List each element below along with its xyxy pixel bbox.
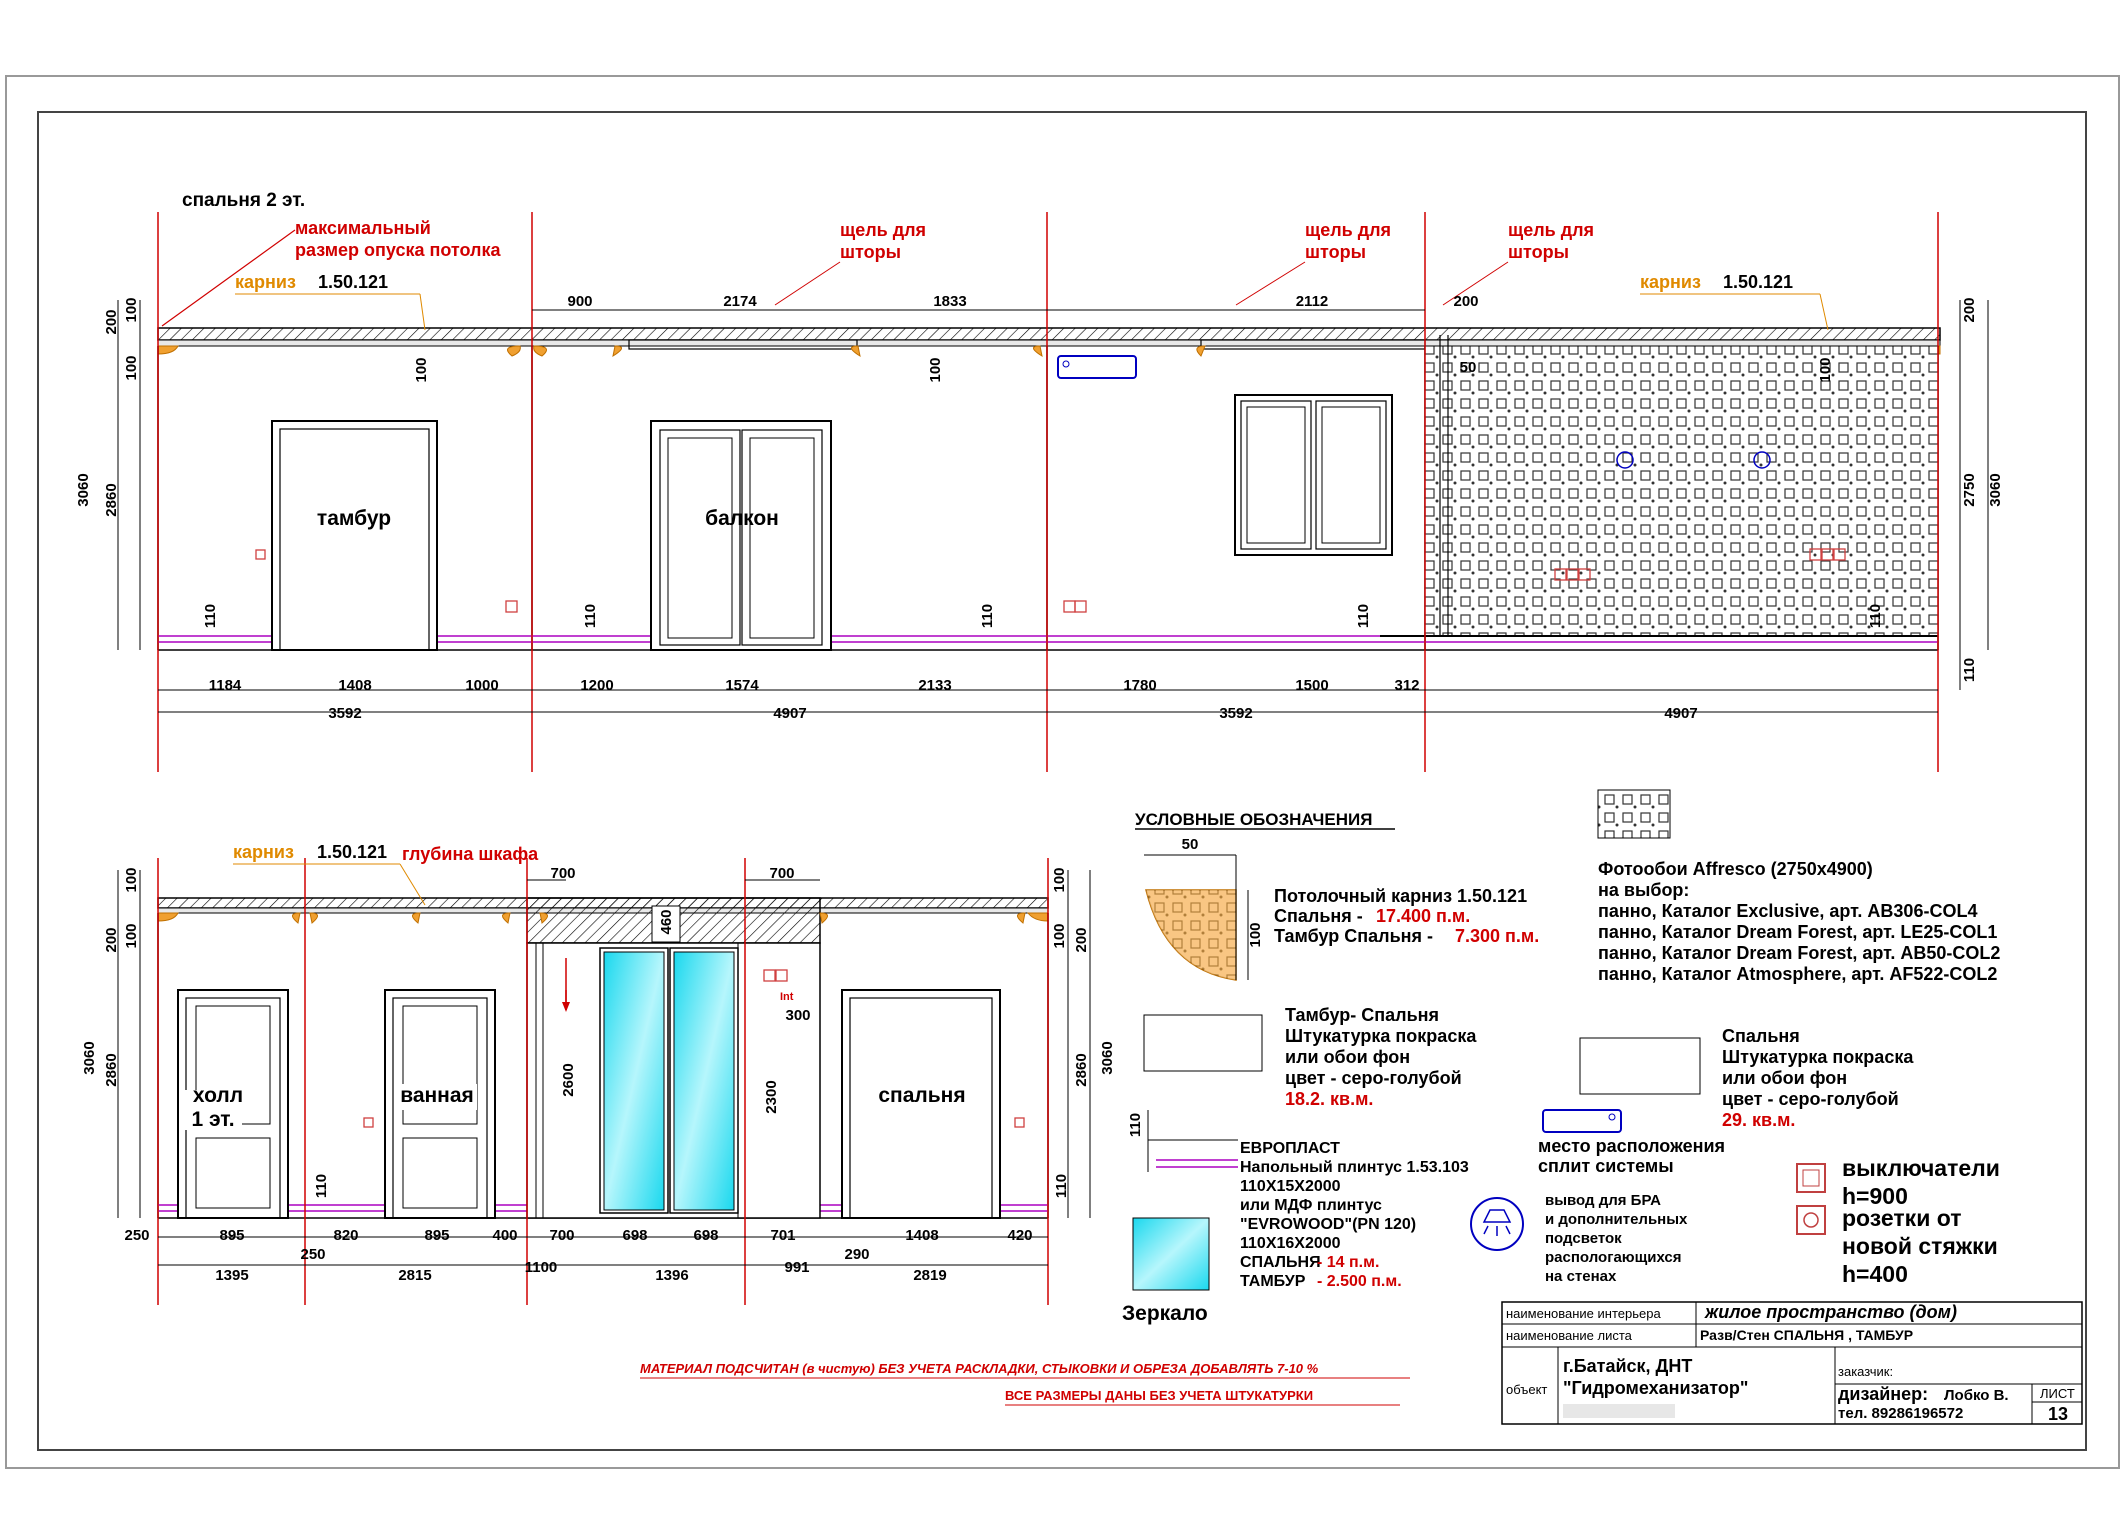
tambur-swatch	[1144, 1015, 1262, 1071]
svg-text:4907: 4907	[1664, 705, 1698, 722]
svg-text:100: 100	[123, 297, 140, 323]
svg-text:3060: 3060	[81, 1041, 98, 1075]
svg-text:3060: 3060	[1099, 1041, 1116, 1075]
svg-text:или обои фон: или обои фон	[1722, 1068, 1848, 1088]
svg-text:ТАМБУР: ТАМБУР	[1240, 1273, 1306, 1290]
svg-text:- 14 п.м.: - 14 п.м.	[1317, 1254, 1380, 1271]
svg-text:"EVROWOOD"(PN 120): "EVROWOOD"(PN 120)	[1240, 1216, 1417, 1233]
svg-text:- 2.500 п.м.: - 2.500 п.м.	[1317, 1273, 1402, 1290]
svg-text:991: 991	[784, 1259, 810, 1276]
svg-text:2133: 2133	[918, 677, 952, 694]
svg-text:1833: 1833	[933, 293, 967, 310]
svg-text:СПАЛЬНЯ: СПАЛЬНЯ	[1240, 1254, 1321, 1271]
svg-text:895: 895	[424, 1227, 450, 1244]
svg-text:новой стяжки: новой стяжки	[1842, 1233, 1998, 1259]
svg-text:щель для: щель для	[1305, 220, 1392, 240]
svg-text:1500: 1500	[1295, 677, 1329, 694]
svg-text:1184: 1184	[208, 677, 242, 694]
svg-text:1000: 1000	[465, 677, 499, 694]
legend	[1122, 790, 2000, 1325]
label-hall-floor: 1 эт.	[191, 1108, 235, 1131]
svg-text:110: 110	[979, 603, 996, 629]
svg-text:панно, Каталог Atmosphere, арт: панно, Каталог Atmosphere, арт. AF522-COL2	[1598, 964, 1998, 984]
svg-text:ЛИСТ: ЛИСТ	[2040, 1386, 2075, 1401]
svg-text:110: 110	[1355, 603, 1372, 629]
svg-text:карниз: карниз	[235, 272, 296, 292]
svg-text:110: 110	[582, 603, 599, 629]
svg-text:110: 110	[313, 1173, 330, 1199]
svg-text:698: 698	[622, 1227, 648, 1244]
svg-text:щель для: щель для	[840, 220, 927, 240]
svg-text:Спальня -: Спальня -	[1274, 906, 1363, 926]
svg-text:29. кв.м.: 29. кв.м.	[1722, 1110, 1796, 1130]
svg-text:Потолочный карниз 1.50.121: Потолочный карниз 1.50.121	[1274, 886, 1528, 906]
callouts-top	[162, 218, 1828, 330]
svg-text:100: 100	[413, 357, 430, 383]
svg-text:Тамбур- Спальня: Тамбур- Спальня	[1285, 1005, 1440, 1025]
svg-text:Разв/Стен СПАЛЬНЯ , ТАМБУР: Разв/Стен СПАЛЬНЯ , ТАМБУР	[1700, 1327, 1914, 1343]
svg-text:250: 250	[124, 1227, 150, 1244]
svg-text:7.300 п.м.: 7.300 п.м.	[1455, 926, 1540, 946]
inner-frame	[38, 112, 2086, 1450]
svg-text:1408: 1408	[905, 1227, 939, 1244]
svg-text:h=900: h=900	[1842, 1183, 1908, 1209]
svg-text:300: 300	[785, 1007, 811, 1024]
svg-text:900: 900	[567, 293, 593, 310]
svg-text:250: 250	[300, 1246, 326, 1263]
svg-text:заказчик:: заказчик:	[1838, 1364, 1894, 1379]
svg-text:Int: Int	[780, 991, 794, 1003]
window	[1235, 395, 1392, 555]
svg-text:сплит системы: сплит системы	[1538, 1156, 1674, 1176]
svg-text:110: 110	[1127, 1112, 1144, 1138]
svg-text:100: 100	[927, 357, 944, 383]
svg-text:895: 895	[219, 1227, 245, 1244]
svg-text:110Х15Х2000: 110Х15Х2000	[1240, 1178, 1341, 1195]
svg-text:100: 100	[1247, 922, 1264, 948]
svg-text:Лобко В.: Лобко В.	[1944, 1387, 2009, 1404]
label-tambur: тамбур	[316, 507, 392, 530]
socket-icon	[1797, 1206, 1825, 1234]
svg-text:и дополнительных: и дополнительных	[1545, 1211, 1688, 1228]
svg-text:подсветок: подсветок	[1545, 1230, 1622, 1247]
door-tambur	[272, 421, 437, 650]
svg-text:2600: 2600	[560, 1063, 577, 1097]
svg-text:Зеркало: Зеркало	[1122, 1302, 1208, 1325]
mirror-swatch	[1133, 1218, 1209, 1290]
split-swatch	[1543, 1110, 1621, 1132]
svg-text:Спальня: Спальня	[1722, 1026, 1800, 1046]
svg-text:1100: 1100	[524, 1259, 558, 1276]
svg-text:100: 100	[123, 355, 140, 381]
svg-text:"Гидромеханизатор": "Гидромеханизатор"	[1563, 1378, 1749, 1398]
svg-text:1.50.121: 1.50.121	[1723, 272, 1794, 292]
svg-text:110: 110	[202, 603, 219, 629]
svg-text:Напольный плинтус 1.53.103: Напольный плинтус 1.53.103	[1240, 1159, 1469, 1176]
drawing-title: спальня 2 эт.	[182, 190, 306, 211]
notes	[640, 1361, 1410, 1405]
svg-text:2815: 2815	[398, 1267, 432, 1284]
svg-text:2112: 2112	[1295, 293, 1329, 310]
door-balcony	[651, 421, 831, 650]
svg-text:200: 200	[103, 309, 120, 335]
label-bath: ванная	[400, 1084, 474, 1107]
switch-icon	[1797, 1164, 1825, 1192]
lamp-outlet-icon	[1471, 1198, 1523, 1250]
label-hall: холл	[192, 1084, 244, 1107]
svg-text:Фотообои Affresco (2750х4900): Фотообои Affresco (2750х4900)	[1598, 859, 1873, 879]
svg-text:2174: 2174	[723, 293, 757, 310]
svg-text:1408: 1408	[338, 677, 372, 694]
svg-text:3060: 3060	[1987, 473, 2004, 507]
svg-text:420: 420	[1007, 1227, 1033, 1244]
svg-text:50: 50	[1459, 359, 1477, 376]
svg-text:698: 698	[693, 1227, 719, 1244]
svg-text:цвет - серо-голубой: цвет - серо-голубой	[1722, 1089, 1899, 1109]
svg-text:2860: 2860	[103, 1053, 120, 1087]
svg-text:1396: 1396	[655, 1267, 689, 1284]
split-system	[1058, 356, 1136, 378]
svg-text:1.50.121: 1.50.121	[318, 272, 389, 292]
svg-text:200: 200	[1453, 293, 1479, 310]
svg-text:13: 13	[2048, 1404, 2069, 1424]
svg-text:17.400 п.м.: 17.400 п.м.	[1376, 906, 1471, 926]
bedroom-swatch	[1580, 1038, 1700, 1094]
svg-text:или обои фон: или обои фон	[1285, 1047, 1411, 1067]
svg-text:панно, Каталог Dream Forest, а: панно, Каталог Dream Forest, арт. LE25-COL1	[1598, 922, 1998, 942]
top-elevation	[118, 190, 1988, 772]
svg-text:700: 700	[550, 865, 576, 882]
svg-text:312: 312	[1394, 677, 1420, 694]
svg-text:карниз: карниз	[233, 842, 294, 862]
svg-text:глубина шкафа: глубина шкафа	[402, 844, 539, 864]
svg-text:400: 400	[492, 1227, 518, 1244]
svg-text:2300: 2300	[763, 1080, 780, 1114]
label-bedroom: спальня	[878, 1084, 966, 1107]
svg-text:выключатели: выключатели	[1842, 1155, 2000, 1181]
svg-text:100: 100	[1817, 357, 1834, 383]
svg-text:карниз: карниз	[1640, 272, 1701, 292]
svg-text:700: 700	[549, 1227, 575, 1244]
svg-text:тел. 89286196572: тел. 89286196572	[1838, 1405, 1964, 1422]
svg-text:место расположения: место расположения	[1538, 1136, 1726, 1156]
svg-text:100: 100	[123, 923, 140, 949]
svg-text:700: 700	[769, 865, 795, 882]
svg-text:110: 110	[1053, 1173, 1070, 1199]
svg-text:3060: 3060	[75, 473, 92, 507]
svg-text:200: 200	[103, 927, 120, 953]
title-block	[1502, 1302, 2082, 1424]
svg-text:размер опуска потолка: размер опуска потолка	[295, 240, 501, 260]
svg-text:1395: 1395	[215, 1267, 249, 1284]
svg-text:h=400: h=400	[1842, 1261, 1908, 1287]
svg-text:шторы: шторы	[1305, 242, 1366, 262]
ceiling-line	[158, 340, 1940, 346]
svg-text:Штукатурка покраска: Штукатурка покраска	[1285, 1026, 1477, 1046]
svg-text:Тамбур Спальня -: Тамбур Спальня -	[1274, 926, 1434, 946]
svg-text:ЕВРОПЛАСТ: ЕВРОПЛАСТ	[1240, 1140, 1340, 1157]
svg-text:100: 100	[1051, 923, 1068, 949]
svg-text:1574: 1574	[725, 677, 759, 694]
svg-text:Штукатурка покраска: Штукатурка покраска	[1722, 1047, 1914, 1067]
svg-text:наименование листа: наименование листа	[1506, 1328, 1632, 1343]
blurred-phone	[1563, 1404, 1675, 1418]
svg-text:701: 701	[770, 1227, 796, 1244]
svg-text:100: 100	[1051, 867, 1068, 893]
svg-text:2860: 2860	[103, 483, 120, 517]
svg-text:50: 50	[1181, 836, 1199, 853]
svg-text:200: 200	[1073, 927, 1090, 953]
svg-text:жилое пространство (дом): жилое пространство (дом)	[1705, 1302, 1957, 1322]
svg-text:вывод для БРА: вывод для БРА	[1545, 1192, 1661, 1209]
svg-text:объект: объект	[1506, 1382, 1548, 1397]
svg-text:100: 100	[123, 867, 140, 893]
svg-text:1.50.121: 1.50.121	[317, 842, 388, 862]
svg-text:шторы: шторы	[840, 242, 901, 262]
svg-text:цвет - серо-голубой: цвет - серо-голубой	[1285, 1068, 1462, 1088]
svg-text:ВСЕ РАЗМЕРЫ ДАНЫ БЕЗ УЧЕТА ШТУ: ВСЕ РАЗМЕРЫ ДАНЫ БЕЗ УЧЕТА ШТУКАТУРКИ	[1005, 1388, 1314, 1403]
svg-text:панно, Каталог Exclusive, арт.: панно, Каталог Exclusive, арт. AB306-COL4	[1598, 901, 1978, 921]
svg-text:шторы: шторы	[1508, 242, 1569, 262]
svg-text:2750: 2750	[1961, 473, 1978, 507]
svg-text:1780: 1780	[1123, 677, 1157, 694]
svg-text:наименование интерьера: наименование интерьера	[1506, 1306, 1661, 1321]
svg-text:щель для: щель для	[1508, 220, 1595, 240]
photo-wallpaper-area	[1425, 346, 1938, 636]
svg-text:г.Батайск, ДНТ: г.Батайск, ДНТ	[1563, 1356, 1693, 1376]
svg-text:распологающихся: распологающихся	[1545, 1249, 1682, 1266]
callouts-bottom	[233, 842, 539, 905]
svg-text:820: 820	[333, 1227, 359, 1244]
svg-text:3592: 3592	[328, 705, 362, 722]
svg-text:на стенах: на стенах	[1545, 1268, 1617, 1285]
svg-text:МАТЕРИАЛ ПОДСЧИТАН (в чистую): МАТЕРИАЛ ПОДСЧИТАН (в чистую) БЕЗ УЧЕТА РАСКЛАДКИ, СТЫКОВКИ И ОБРЕЗА ДОБАВЛЯТЬ 7-10 %	[640, 1361, 1319, 1376]
svg-text:максимальный: максимальный	[295, 218, 431, 238]
svg-text:110: 110	[1867, 603, 1884, 629]
bottom-elevation	[118, 858, 1090, 1305]
legend-heading: УСЛОВНЫЕ ОБОЗНАЧЕНИЯ	[1135, 810, 1373, 829]
svg-text:панно, Каталог Dream Forest, а: панно, Каталог Dream Forest, арт. AB50-COL2	[1598, 943, 2001, 963]
svg-text:или МДФ плинтус: или МДФ плинтус	[1240, 1197, 1382, 1214]
label-balcony: балкон	[705, 507, 779, 530]
svg-text:4907: 4907	[773, 705, 807, 722]
svg-text:3592: 3592	[1219, 705, 1253, 722]
svg-text:110: 110	[1961, 657, 1978, 683]
svg-text:290: 290	[844, 1246, 870, 1263]
svg-text:18.2. кв.м.: 18.2. кв.м.	[1285, 1089, 1374, 1109]
svg-text:460: 460	[658, 909, 675, 935]
svg-text:110Х16Х2000: 110Х16Х2000	[1240, 1235, 1341, 1252]
svg-text:2860: 2860	[1073, 1053, 1090, 1087]
svg-text:200: 200	[1961, 297, 1978, 323]
svg-text:2819: 2819	[913, 1267, 947, 1284]
wallpaper-swatch	[1598, 790, 1670, 838]
svg-text:дизайнер:: дизайнер:	[1838, 1384, 1929, 1404]
svg-text:на выбор:: на выбор:	[1598, 880, 1690, 900]
svg-text:1200: 1200	[580, 677, 614, 694]
svg-text:розетки от: розетки от	[1842, 1205, 1962, 1231]
